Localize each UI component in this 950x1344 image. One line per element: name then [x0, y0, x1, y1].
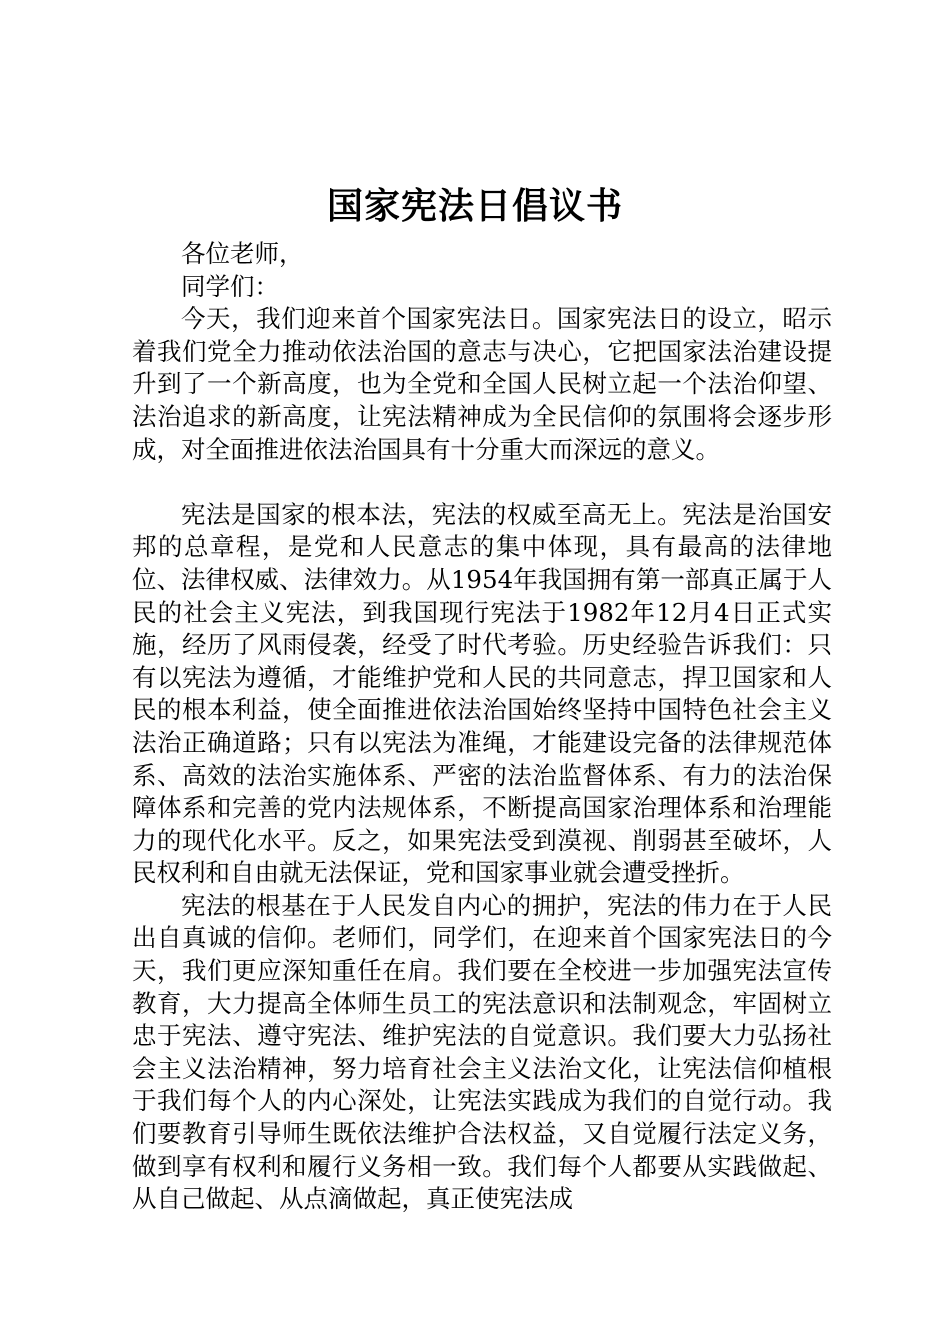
document-title: 国家宪法日倡议书	[326, 186, 623, 227]
paragraph-call-to-action: 宪法的根基在于人民发自内心的拥护，宪法的伟力在于人民出自真诚的信仰。老师们，同学们，在迎来首个国家宪法日的今天，我们更应深知重任在肩。我们要在全校进一步加强宪法宣传教育，大力提高全体师生员工的宪法意识和法制观念，牢固树立忠于宪法、遵守宪法、维护宪法的自觉意识。我们要大力弘扬社会主义法治精神，努力培育社会主义法治文化，让宪法信仰植根于我们每个人的内心深处，让宪法实践成为我们的自觉行动。我们要教育引导师生既依法维护合法权益，又自觉履行法定义务，做到享有权利和履行义务相一致。我们每个人都要从实践做起、从自己做起、从点滴做起，真正使宪法成	[132, 890, 832, 1214]
document-body	[132, 238, 832, 1216]
salutation-teachers: 各位老师，	[181, 239, 304, 268]
paragraph-intro: 今天，我们迎来首个国家宪法日。国家宪法日的设立，昭示着我们党全力推动依法治国的意志与决心，它把国家法治建设提升到了一个新高度，也为全党和全国人民树立起一个法治仰望、法治追求的新高度，让宪法精神成为全民信仰的氛围将会逐步形成，对全面推进依法治国具有十分重大而深远的意义。	[132, 304, 832, 464]
paragraph-constitution-authority: 宪法是国家的根本法，宪法的权威至高无上。宪法是治国安邦的总章程，是党和人民意志的集中体现，具有最高的法律地位、法律权威、法律效力。从1954年我国拥有第一部真正属于人民的社会主义宪法，到我国现行宪法于1982年12月4日正式实施，经历了风雨侵袭，经受了时代考验。历史经验告诉我们：只有以宪法为遵循，才能维护党和人民的共同意志，捍卫国家和人民的根本利益，使全面推进依法治国始终坚持中国特色社会主义法治正确道路；只有以宪法为准绳，才能建设完备的法律规范体系、高效的法治实施体系、严密的法治监督体系、有力的法治保障体系和完善的党内法规体系，不断提高国家治理体系和治理能力的现代化水平。反之，如果宪法受到漠视、削弱甚至破坏，人民权利和自由就无法保证，党和国家事业就会遭受挫折。	[132, 499, 832, 888]
salutation-students: 同学们：	[181, 271, 279, 301]
